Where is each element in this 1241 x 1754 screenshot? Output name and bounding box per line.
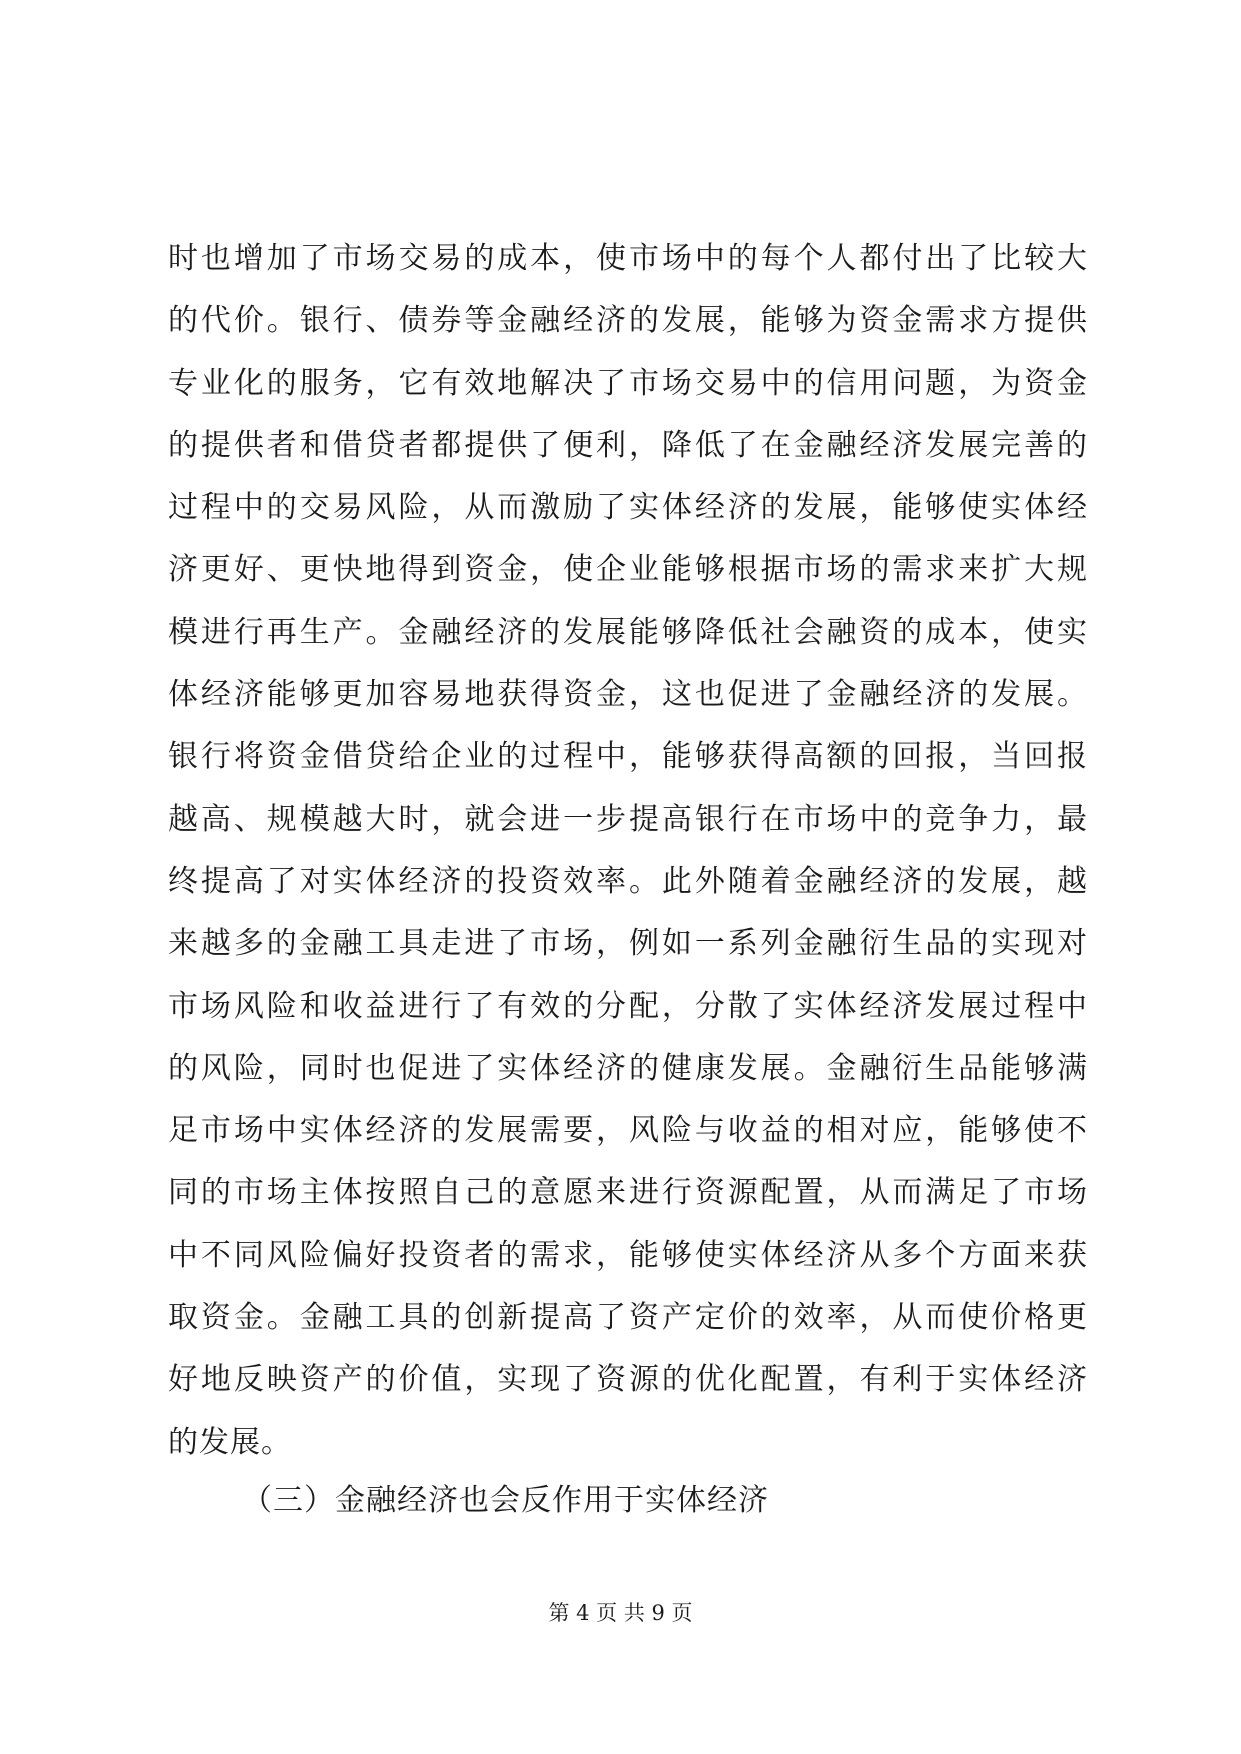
text-line-12: 来越多的金融工具走进了市场，例如一系列金融衍生品的实现对 <box>168 926 1088 962</box>
text-line-4: 的提供者和借贷者都提供了便利，降低了在金融经济发展完善的 <box>168 427 1088 463</box>
text-line-6: 济更好、更快地得到资金，使企业能够根据市场的需求来扩大规 <box>168 552 1088 588</box>
text-line-15: 足市场中实体经济的发展需要，风险与收益的相对应，能够使不 <box>168 1113 1088 1149</box>
page-number-footer: 第 4 页 共 9 页 <box>548 1601 693 1625</box>
body-paragraph <box>168 228 1088 1474</box>
text-line-7: 模进行再生产。金融经济的发展能够降低社会融资的成本，使实 <box>168 614 1088 650</box>
text-line-8: 体经济能够更加容易地获得资金，这也促进了金融经济的发展。 <box>168 677 1088 713</box>
text-line-14: 的风险，同时也促进了实体经济的健康发展。金融衍生品能够满 <box>168 1050 1088 1086</box>
text-line-5: 过程中的交易风险，从而激励了实体经济的发展，能够使实体经 <box>168 490 1088 526</box>
text-line-17: 中不同风险偏好投资者的需求，能够使实体经济从多个方面来获 <box>168 1237 1088 1273</box>
text-line-3: 专业化的服务，它有效地解决了市场交易中的信用问题，为资金 <box>168 365 1088 401</box>
text-line-18: 取资金。金融工具的创新提高了资产定价的效率，从而使价格更 <box>168 1300 1088 1336</box>
text-line-2: 的代价。银行、债券等金融经济的发展，能够为资金需求方提供 <box>168 303 1088 339</box>
text-line-19: 好地反映资产的价值，实现了资源的优化配置，有利于实体经济 <box>168 1362 1088 1398</box>
text-line-20: 的发展。 <box>168 1424 292 1460</box>
text-line-9: 银行将资金借贷给企业的过程中，能够获得高额的回报，当回报 <box>168 739 1088 775</box>
text-line-16: 同的市场主体按照自己的意愿来进行资源配置，从而满足了市场 <box>168 1175 1088 1211</box>
text-line-11: 终提高了对实体经济的投资效率。此外随着金融经济的发展，越 <box>168 863 1088 899</box>
section-heading: （三）金融经济也会反作用于实体经济 <box>242 1483 769 1518</box>
text-line-13: 市场风险和收益进行了有效的分配，分散了实体经济发展过程中 <box>168 988 1088 1024</box>
text-line-10: 越高、规模越大时，就会进一步提高银行在市场中的竞争力，最 <box>168 801 1088 837</box>
text-line-1: 时也增加了市场交易的成本，使市场中的每个人都付出了比较大 <box>168 241 1088 276</box>
